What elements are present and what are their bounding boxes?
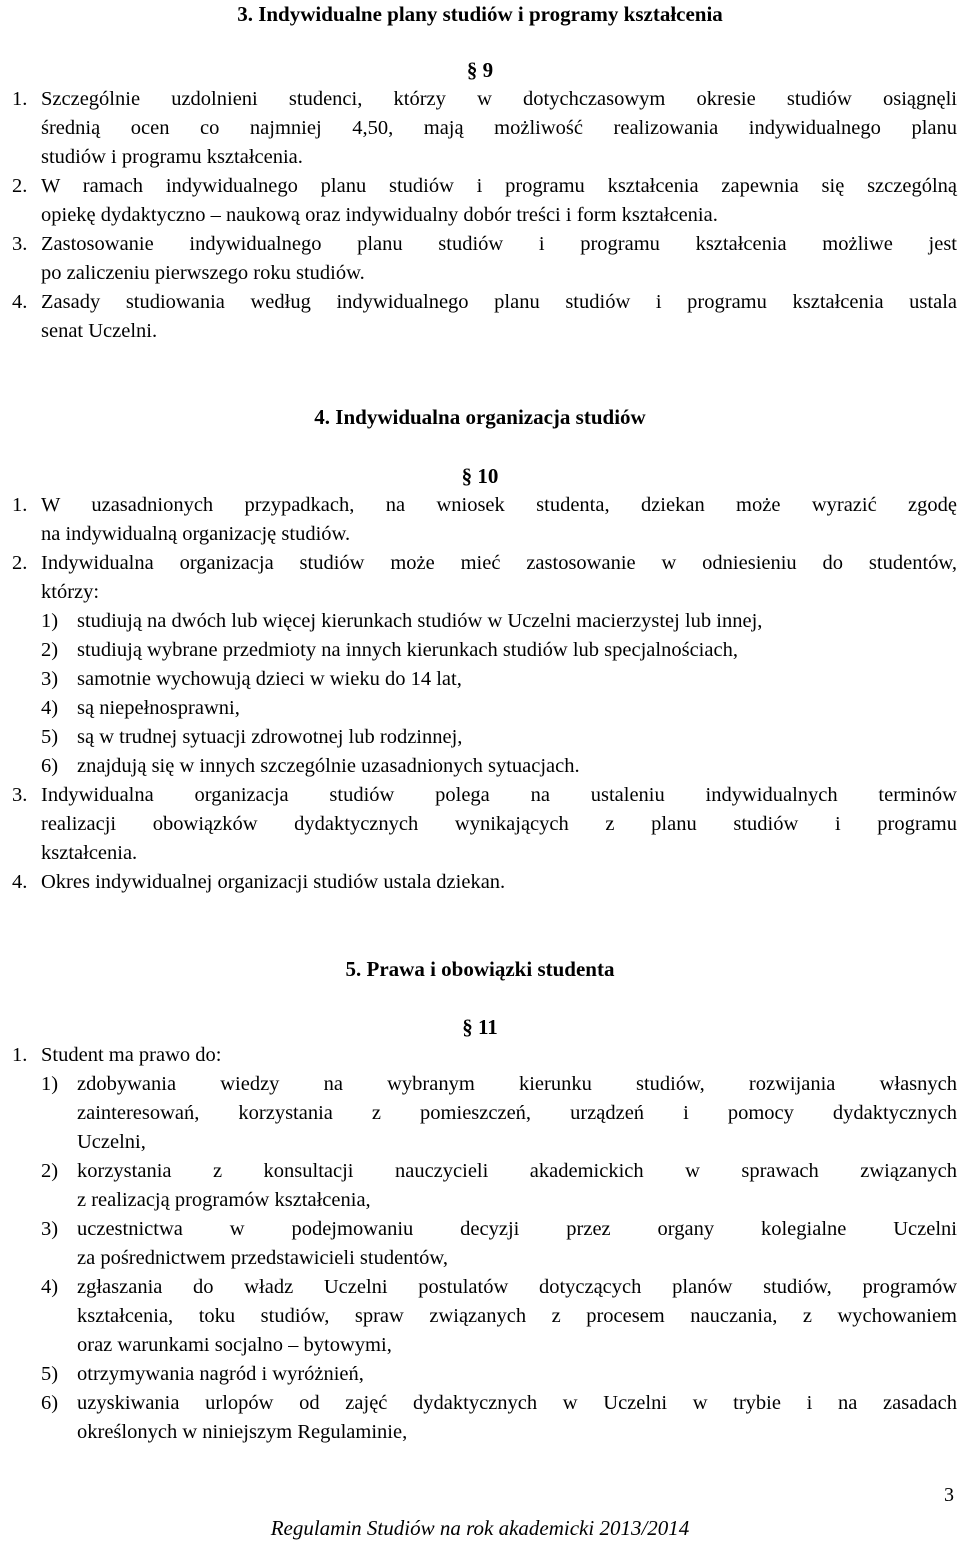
sub-item-number: 6) bbox=[41, 755, 59, 777]
item-number: 3. bbox=[12, 784, 28, 806]
item-number: 1. bbox=[12, 88, 28, 110]
section-heading: 4. Indywidualna organizacja studiów bbox=[314, 405, 646, 429]
text-line: realizacji obowiązków dydaktycznych wynikających z planu studiów i programu bbox=[41, 813, 957, 835]
text-line: którzy: bbox=[41, 581, 100, 603]
paragraph-number: § 10 bbox=[461, 464, 499, 488]
text-line: kształcenia. bbox=[41, 842, 138, 864]
sub-item-text bbox=[77, 1215, 957, 1273]
sub-item-text: studiują na dwóch lub więcej kierunkach studiów w Uczelni macierzystej lub innej, bbox=[77, 610, 763, 632]
sub-item-text: samotnie wychowują dzieci w wieku do 14 lat, bbox=[77, 668, 462, 690]
item-number: 4. bbox=[12, 871, 28, 893]
text-line: senat Uczelni. bbox=[41, 320, 158, 342]
text-line: Zasady studiowania według indywidualnego planu studiów i programu kształcenia ustala bbox=[41, 291, 957, 313]
item-number: 4. bbox=[12, 291, 28, 313]
paragraph-number: § 9 bbox=[466, 58, 494, 82]
sub-item-text bbox=[77, 1389, 957, 1447]
sub-item-number: 3) bbox=[41, 1218, 59, 1240]
text-line: określonych w niniejszym Regulaminie, bbox=[77, 1421, 408, 1443]
sub-item-number: 2) bbox=[41, 1160, 59, 1182]
text-line: kształcenia, toku studiów, spraw związanych z procesem nauczania, z wychowaniem bbox=[77, 1305, 957, 1327]
text-line: średnią ocen co najmniej 4,50, mają możliwość realizowania indywidualnego planu bbox=[41, 117, 957, 139]
page-footer: Regulamin Studiów na rok akademicki 2013/2014 bbox=[270, 1516, 690, 1540]
text-line: zainteresowań, korzystania z pomieszczeń, urządzeń i pomocy dydaktycznych bbox=[77, 1102, 957, 1124]
paragraph-number: § 11 bbox=[462, 1015, 498, 1039]
section-heading: 5. Prawa i obowiązki studenta bbox=[345, 957, 615, 981]
text-line: uczestnictwa w podejmowaniu decyzji przez organy kolegialne Uczelni bbox=[77, 1218, 957, 1240]
page-number: 3 bbox=[944, 1484, 954, 1506]
text-line: Okres indywidualnej organizacji studiów ustala dziekan. bbox=[41, 871, 506, 893]
text-line: otrzymywania nagród i wyróżnień, bbox=[77, 1363, 364, 1385]
text-line: na indywidualną organizację studiów. bbox=[41, 523, 351, 545]
item-text bbox=[41, 230, 957, 288]
sub-item-text: są w trudnej sytuacji zdrowotnej lub rodzinnej, bbox=[77, 726, 463, 748]
text-line: studiów i programu kształcenia. bbox=[41, 146, 303, 168]
sub-item-text bbox=[77, 1273, 957, 1360]
sub-item-text bbox=[77, 1360, 957, 1389]
text-line: za pośrednictwem przedstawicieli studentów, bbox=[77, 1247, 448, 1269]
sub-item-text: studiują wybrane przedmioty na innych kierunkach studiów lub specjalnościach, bbox=[77, 639, 738, 661]
item-text bbox=[41, 491, 957, 549]
text-line: z realizacją programów kształcenia, bbox=[77, 1189, 371, 1211]
item-number: 1. bbox=[12, 494, 28, 516]
sub-item-text bbox=[77, 1070, 957, 1157]
item-text bbox=[41, 172, 957, 230]
sub-item-text: znajdują się w innych szczególnie uzasadnionych sytuacjach. bbox=[77, 755, 580, 777]
sub-item-text bbox=[77, 1157, 957, 1215]
item-number: 2. bbox=[12, 175, 28, 197]
text-line: Zastosowanie indywidualnego planu studiów i programu kształcenia możliwe jest bbox=[41, 233, 957, 255]
text-line: Student ma prawo do: bbox=[41, 1044, 222, 1066]
text-line: korzystania z konsultacji nauczycieli akademickich w sprawach związanych bbox=[77, 1160, 957, 1182]
item-text bbox=[41, 288, 957, 346]
sub-item-number: 3) bbox=[41, 668, 59, 690]
text-line: W ramach indywidualnego planu studiów i programu kształcenia zapewnia się szczególną bbox=[41, 175, 957, 197]
text-line: Indywidualna organizacja studiów może mieć zastosowanie w odniesieniu do studentów, bbox=[41, 552, 957, 574]
sub-item-number: 1) bbox=[41, 1073, 59, 1095]
text-line: oraz warunkami socjalno – bytowymi, bbox=[77, 1334, 392, 1356]
item-text bbox=[41, 85, 957, 172]
text-line: uzyskiwania urlopów od zajęć dydaktycznych w Uczelni w trybie i na zasadach bbox=[77, 1392, 957, 1414]
item-number: 3. bbox=[12, 233, 28, 255]
text-line: Uczelni, bbox=[77, 1131, 146, 1153]
sub-item-number: 4) bbox=[41, 697, 59, 719]
text-line: Szczególnie uzdolnieni studenci, którzy w dotychczasowym okresie studiów osiągnęli bbox=[41, 88, 957, 110]
item-text bbox=[41, 781, 957, 868]
sub-item-number: 4) bbox=[41, 1276, 59, 1298]
text-line: Indywidualna organizacja studiów polega na ustaleniu indywidualnych terminów bbox=[41, 784, 957, 806]
item-text bbox=[41, 868, 957, 897]
item-text bbox=[41, 549, 957, 607]
item-text bbox=[41, 1041, 957, 1070]
sub-item-number: 5) bbox=[41, 1363, 59, 1385]
text-line: opiekę dydaktyczno – naukową oraz indywidualny dobór treści i form kształcenia. bbox=[41, 204, 718, 226]
sub-item-number: 1) bbox=[41, 610, 59, 632]
section-heading: 3. Indywidualne plany studiów i programy kształcenia bbox=[237, 2, 723, 26]
sub-item-number: 2) bbox=[41, 639, 59, 661]
text-line: zgłaszania do władz Uczelni postulatów dotyczących planów studiów, programów bbox=[77, 1276, 957, 1298]
sub-item-text: są niepełnosprawni, bbox=[77, 697, 240, 719]
text-line: po zaliczeniu pierwszego roku studiów. bbox=[41, 262, 365, 284]
item-number: 1. bbox=[12, 1044, 28, 1066]
item-number: 2. bbox=[12, 552, 28, 574]
text-line: zdobywania wiedzy na wybranym kierunku studiów, rozwijania własnych bbox=[77, 1073, 957, 1095]
sub-item-number: 6) bbox=[41, 1392, 59, 1414]
sub-item-number: 5) bbox=[41, 726, 59, 748]
text-line: W uzasadnionych przypadkach, na wniosek studenta, dziekan może wyrazić zgodę bbox=[41, 494, 957, 516]
